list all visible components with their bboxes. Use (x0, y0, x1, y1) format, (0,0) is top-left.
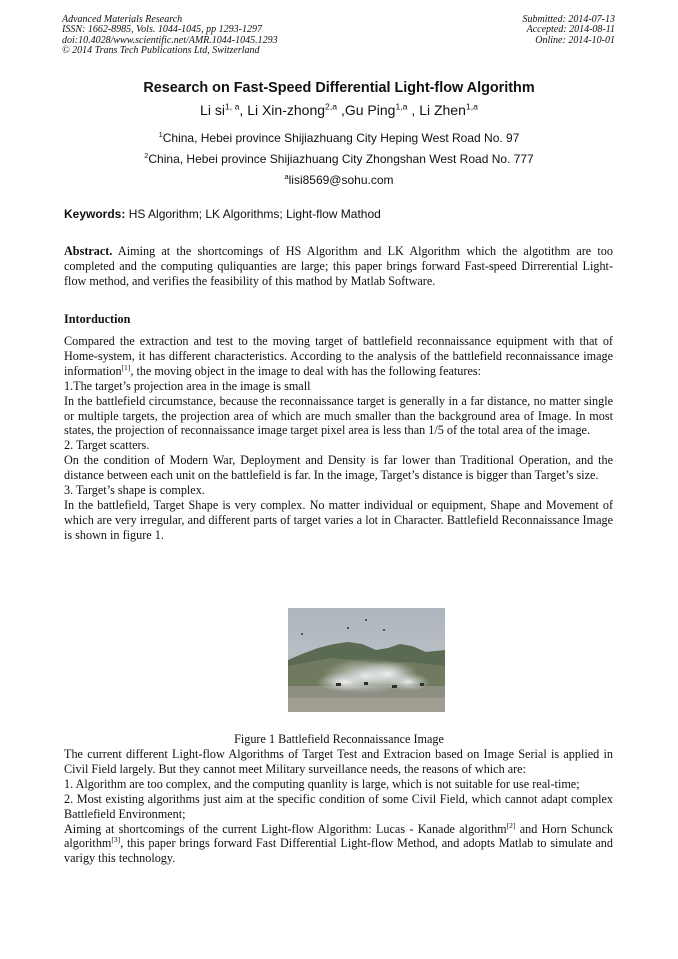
author-sep: , (239, 102, 248, 118)
journal-name: Advanced Materials Research (62, 14, 183, 25)
affiliation-text: China, Hebei province Shijiazhuang City Heping West Road No. 97 (162, 131, 520, 145)
paragraph-text: and Horn Schunck algorithm (64, 821, 613, 851)
discussion-body (64, 747, 613, 866)
submitted-date: Submitted: 2014-07-13 (522, 14, 615, 25)
abstract (64, 244, 613, 289)
email-sup: a (284, 172, 289, 181)
paragraph (64, 334, 613, 379)
paragraph-text: , this paper brings forward Fast Differential Light-flow Method, and adopts Matlab to simulate and varigy this technology. (64, 836, 613, 866)
email-text: lisi8569@sohu.com (288, 173, 394, 187)
paragraph-text: Compared the extraction and test to the moving target of battlefield reconnaissance equipment with that of Home-system, it has different characteristics. According to the analysis of the battlefield reconnaissance image information (64, 334, 613, 378)
author-name: Li Zhen (419, 102, 466, 118)
keywords-label: Keywords: (64, 207, 126, 221)
author-name: Gu Ping (344, 102, 396, 118)
paragraph-text: Aiming at shortcomings of the current Light-flow Algorithm: Lucas - Kanade algorithm (64, 821, 507, 836)
abstract-label: Abstract. (64, 244, 113, 258)
abstract-text: Aiming at the shortcomings of HS Algorithm and LK Algorithm which the algotithm are too completed and the computing quliquanties are large; this paper brings forward Fast-speed Dirrerential Light-flow method, and verifies the feasibility of this mathod by Matlab Software. (64, 244, 613, 288)
author-sep: , (407, 102, 420, 118)
battlefield-figure (288, 608, 445, 712)
introduction-body (64, 334, 613, 543)
affiliation-sup: 2 (144, 151, 149, 160)
citation: [2] (506, 820, 516, 830)
author-sup: 1, a (224, 101, 240, 112)
keywords (64, 207, 381, 221)
battlefield-image (288, 608, 445, 712)
citation: [3] (111, 835, 121, 845)
author-sup: 1,a (465, 101, 478, 112)
affiliation-text: China, Hebei province Shijiazhuang City Zhongshan West Road No. 777 (148, 152, 534, 166)
author-sup: 1,a (395, 101, 408, 112)
submission-dates (523, 15, 616, 46)
list-item: 3. Target’s shape is complex. (64, 483, 205, 498)
author-sup: 2,a (325, 101, 338, 112)
reason-item: 2. Most existing algorithms just aim at the specific condition of some Civil Field, which cannot adapt complex Battlefield Environment; (64, 791, 613, 821)
list-item: 2. Target scatters. (64, 438, 150, 453)
author-email (0, 173, 678, 187)
author-list (0, 102, 678, 118)
paragraph: On the condition of Modern War, Deployment and Density is far lower than Traditional Operation, and the distance between each unit on the battlefield is far. In the image, Target’s distance is bigger than Target’s size. (64, 453, 613, 483)
paragraph-text: , the moving object in the image to deal with has the following features: (130, 363, 481, 378)
list-item: 1.The target’s projection area in the image is small (64, 378, 311, 393)
journal-doi: doi:10.4028/www.scientific.net/AMR.1044-1045.1293 (62, 34, 278, 46)
paper-title: Research on Fast-Speed Differential Light-flow Algorithm (143, 80, 535, 96)
journal-issn: ISSN: 1662-8985, Vols. 1044-1045, pp 1293-1297 (62, 24, 262, 36)
journal-copyright: © 2014 Trans Tech Publications Ltd, Switzerland (62, 45, 260, 57)
paragraph (64, 822, 613, 867)
author-name: Li si (200, 102, 225, 118)
affiliation-2 (0, 152, 678, 166)
section-heading: Intorduction (64, 312, 131, 326)
paragraph: The current different Light-flow Algorithms of Target Test and Extracion based on Image Serial is applied in Civil Field largely. But they cannot meet Military surveillance needs, the reasons of which are: (64, 747, 613, 776)
citation: [1] (121, 362, 131, 372)
author-name: Li Xin-zhong (247, 102, 326, 118)
affiliation-sup: 1 (158, 130, 163, 139)
author-sep: , (337, 102, 345, 118)
paragraph: In the battlefield, Target Shape is very complex. No matter individual or equipment, Shape and Movement of which are very irregular, and different parts of target varies a lot in Character. Battlefield Reconnaissance Image is shown in figure 1. (64, 497, 613, 542)
affiliation-1 (0, 131, 678, 145)
figure-caption: Figure 1 Battlefield Reconnaissance Image (234, 732, 444, 746)
accepted-date: Accepted: 2014-08-11 (526, 24, 615, 36)
journal-info (62, 15, 278, 57)
reason-item: 1. Algorithm are too complex, and the computing quanlity is large, which is not suitable for use real-time; (64, 776, 580, 791)
keywords-text: HS Algorithm; LK Algorithms; Light-flow Mathod (125, 207, 381, 221)
online-date: Online: 2014-10-01 (535, 34, 615, 46)
paragraph: In the battlefield circumstance, because the reconnaissance target is generally in a far distance, no matter single or multiple targets, the projection area of which are much smaller than the background area of Image. In most states, the projection of reconnaissance image target pixel area is less than 1/5 of the total area of the image. (64, 393, 613, 438)
